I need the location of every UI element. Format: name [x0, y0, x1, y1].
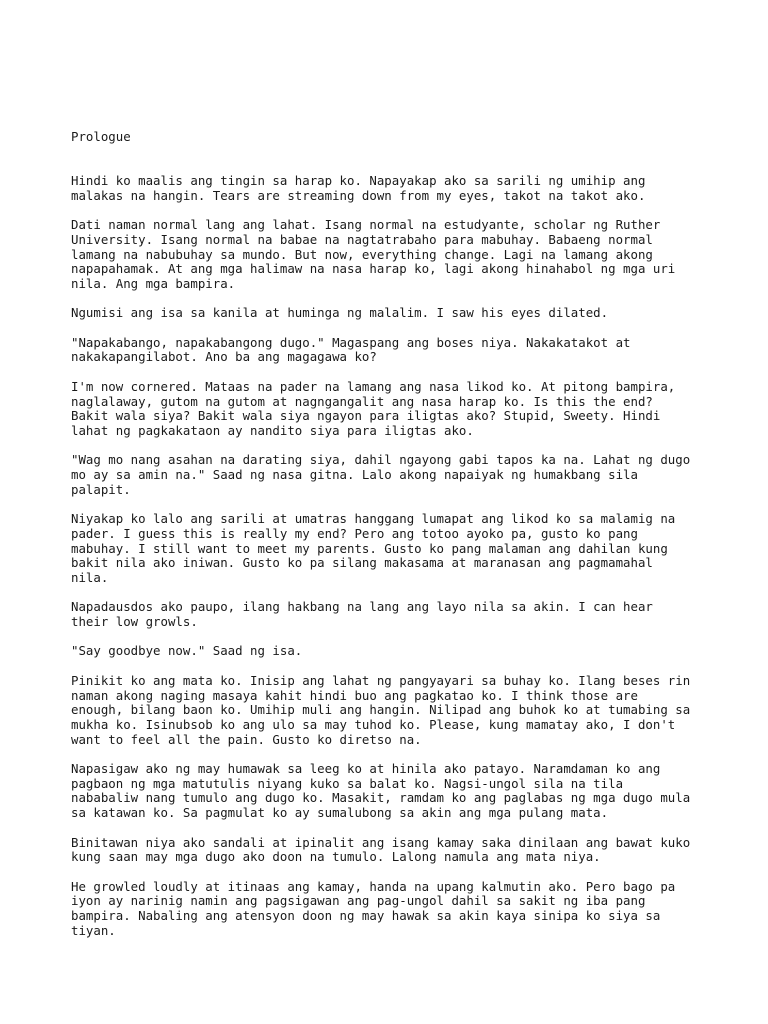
paragraph-6: "Wag mo nang asahan na darating siya, dahil ngayong gabi tapos ka na. Lahat ng dugo mo ay sa amin na." Saad ng nasa gitna. Lalo akong napaiyak ng humakbang sila palapit. — [71, 452, 691, 497]
paragraph-12: Binitawan niya ako sandali at ipinalit ang isang kamay saka dinilaan ang bawat kuko kung saan may mga dugo ako doon na tumulo. Lalong namula ang mata niya. — [71, 834, 691, 865]
paragraph-13: He growled loudly at itinaas ang kamay, handa na upang kalmutin ako. Pero bago pa iyon ay narinig namin ang pagsigawan ang pag-ungol dahil sa sakit ng iba pang bampira. Nabaling ang atensyon doon ng may hawak sa akin kaya sinipa ko siya sa tiyan. — [71, 878, 676, 938]
paragraph-9: "Say goodbye now." Saad ng isa. — [71, 643, 303, 659]
document-title: Prologue — [71, 129, 131, 144]
document-page — [71, 130, 711, 953]
paragraph-10: Pinikit ko ang mata ko. Inisip ang lahat ng pangyayari sa buhay ko. Ilang beses rin naman akong naging masaya kahit hindi buo ang pagkatao ko. I think those are enough, bilang baon ko. Umihip muli ang hangin. Nilipad ang buhok ko at tumabing sa mukha ko. Isinubsob ko ang ulo sa may tuhod ko. Please, kung mamatay ako, I don't want to feel all the pain. Gusto ko diretso na. — [71, 672, 691, 747]
paragraph-11: Napasigaw ako ng may humawak sa leeg ko at hinila ako patayo. Naramdaman ko ang pagbaon ng mga matutulis niyang kuko sa balat ko. Nagsi-ungol sila na tila nababaliw nang tumulo ang dugo ko. Masakit, ramdam ko ang paglabas ng mga dugo mula sa katawan ko. Sa pagmulat ko ay sumalubong sa akin ang mga pulang mata. — [71, 761, 691, 821]
paragraph-1: Hindi ko maalis ang tingin sa harap ko. Napayakap ako sa sarili ng umihip ang malakas na hangin. Tears are streaming down from my eyes, takot na takot ako. — [71, 173, 646, 203]
paragraph-8: Napadausdos ako paupo, ilang hakbang na lang ang layo nila sa akin. I can hear their low growls. — [71, 599, 653, 630]
paragraph-4: "Napakabango, napakabangong dugo." Magaspang ang boses niya. Nakakatakot at nakakapangilabot. Ano ba ang magagawa ko? — [71, 334, 631, 365]
paragraph-2: Dati naman normal lang ang lahat. Isang normal na estudyante, scholar ng Ruther University. Isang normal na babae na nagtatrabaho para mabuhay. Babaeng normal lamang na nabubuhay sa mundo. But now, everything change. Lagi na lamang akong napapahamak. At ang mga halimaw na nasa harap ko, lagi akong hinahabol ng mga uri nila. Ang mga bampira. — [71, 217, 676, 291]
paragraph-5: I'm now cornered. Mataas na pader na lamang ang nasa likod ko. At pitong bampira, naglalaway, gutom na gutom at nagngangalit ang nasa harap ko. Is this the end? Bakit wala siya? Bakit wala siya ngayon para iligtas ako? Stupid, Sweety. Hindi lahat ng pagkakataon ay nandito siya para iligtas ako. — [71, 378, 676, 438]
paragraph-7: Niyakap ko lalo ang sarili at umatras hanggang lumapat ang likod ko sa malamig na pader. I guess this is really my end? Pero ang totoo ayoko pa, gusto ko pang mabuhay. I still want to meet my parents. Gusto ko pang malaman ang dahilan kung bakit nila ako iniwan. Gusto ko pa silang makasama at maranasan ang pagmamahal nila. — [71, 511, 676, 585]
paragraph-3: Ngumisi ang isa sa kanila at huminga ng malalim. I saw his eyes dilated. — [71, 305, 609, 321]
